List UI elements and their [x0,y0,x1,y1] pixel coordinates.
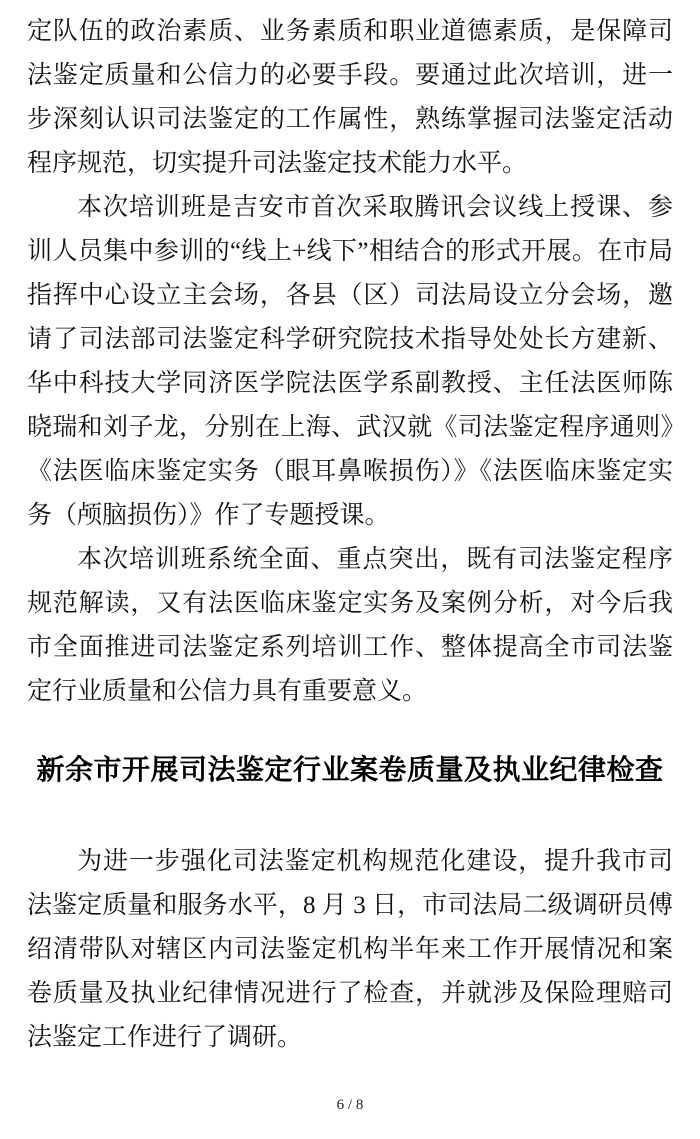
article-heading-xinyu: 新余市开展司法鉴定行业案卷质量及执业纪律检查 [36,754,664,785]
paragraph-training-continuation: 定队伍的政治素质、业务素质和职业道德素质，是保障司法鉴定质量和公信力的必要手段。要通过此次培训，进一步深刻认识司法鉴定的工作属性，熟练掌握司法鉴定活动程序规范，切实提升司法鉴定技术能力水平。 [27,18,673,177]
paragraph-training-format: 本次培训班是吉安市首次采取腾讯会议线上授课、参训人员集中参训的“线上+线下”相结合的形式开展。在市局指挥中心设立主会场，各县（区）司法局设立分会场，邀请了司法部司法鉴定科学研究院技术指导处处长方建新、华中科技大学同济医学院法医学系副教授、主任法医师陈晓瑞和刘子龙，分别在上海、武汉就《司法鉴定程序通则》《法医临床鉴定实务（眼耳鼻喉损伤）》《法医临床鉴定实务（颅脑损伤）》作了专题授课。 [27,194,673,529]
paragraph-xinyu-inspection: 为进一步强化司法鉴定机构规范化建设，提升我市司法鉴定质量和服务水平，8 月 3 日，市司法局二级调研员傅绍清带队对辖区内司法鉴定机构半年来工作开展情况和案卷质量及执业纪律情况进行了检查，并就涉及保险理赔司法鉴定工作进行了调研。 [27,848,673,1051]
page-number: 6 / 8 [336,1097,364,1113]
paragraph-training-summary: 本次培训班系统全面、重点突出，既有司法鉴定程序规范解读，又有法医临床鉴定实务及案例分析，对今后我市全面推进司法鉴定系列培训工作、整体提高全市司法鉴定行业质量和公信力具有重要意义。 [27,546,673,705]
